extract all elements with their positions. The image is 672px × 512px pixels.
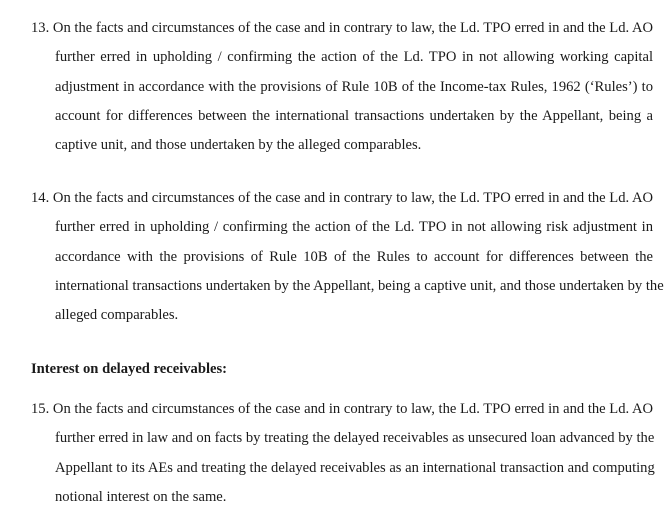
paragraph-13 xyxy=(31,14,653,160)
paragraph-line xyxy=(31,184,653,213)
paragraph-line: account for differences between the international transactions undertaken by the Appellant, being a xyxy=(55,107,653,124)
paragraph-line: further erred in upholding / confirming the action of the Ld. TPO in not allowing risk adjustment in xyxy=(55,219,653,236)
paragraph-line: alleged comparables. xyxy=(55,307,179,324)
paragraph-line: further erred in law and on facts by treating the delayed receivables as unsecured loan advanced by the xyxy=(55,430,655,447)
paragraph-line: captive unit, and those undertaken by the alleged comparables. xyxy=(55,137,422,154)
paragraph-line xyxy=(31,14,653,43)
paragraph-14 xyxy=(31,184,664,330)
paragraph-number: 14. xyxy=(31,190,50,206)
paragraph-text: On the facts and circumstances of the case and in contrary to law, the Ld. TPO erred in and the Ld. AO xyxy=(52,190,654,206)
paragraph-line: adjustment in accordance with the provisions of Rule 10B of the Income-tax Rules, 1962 (‘Rules’) to xyxy=(55,78,653,95)
paragraph-line: accordance with the provisions of Rule 10B of the Rules to account for differences between the xyxy=(55,248,653,265)
paragraph-line: international transactions undertaken by the Appellant, being a captive unit, and those undertaken by the xyxy=(55,277,664,294)
paragraph-text: On the facts and circumstances of the case and in contrary to law, the Ld. TPO erred in and the Ld. AO xyxy=(52,20,654,36)
paragraph-line: notional interest on the same. xyxy=(55,488,227,505)
paragraph-line xyxy=(31,395,653,424)
section-heading: Interest on delayed receivables: xyxy=(31,361,228,377)
paragraph-line: further erred in upholding / confirming the action of the Ld. TPO in not allowing working capital xyxy=(55,49,653,66)
paragraph-15 xyxy=(31,395,653,512)
paragraph-number: 15. xyxy=(31,401,50,417)
paragraph-text: On the facts and circumstances of the case and in contrary to law, the Ld. TPO erred in and the Ld. AO xyxy=(52,401,654,417)
paragraph-line: Appellant to its AEs and treating the delayed receivables as an international transaction and computing xyxy=(55,459,655,476)
paragraph-number: 13. xyxy=(31,20,50,36)
